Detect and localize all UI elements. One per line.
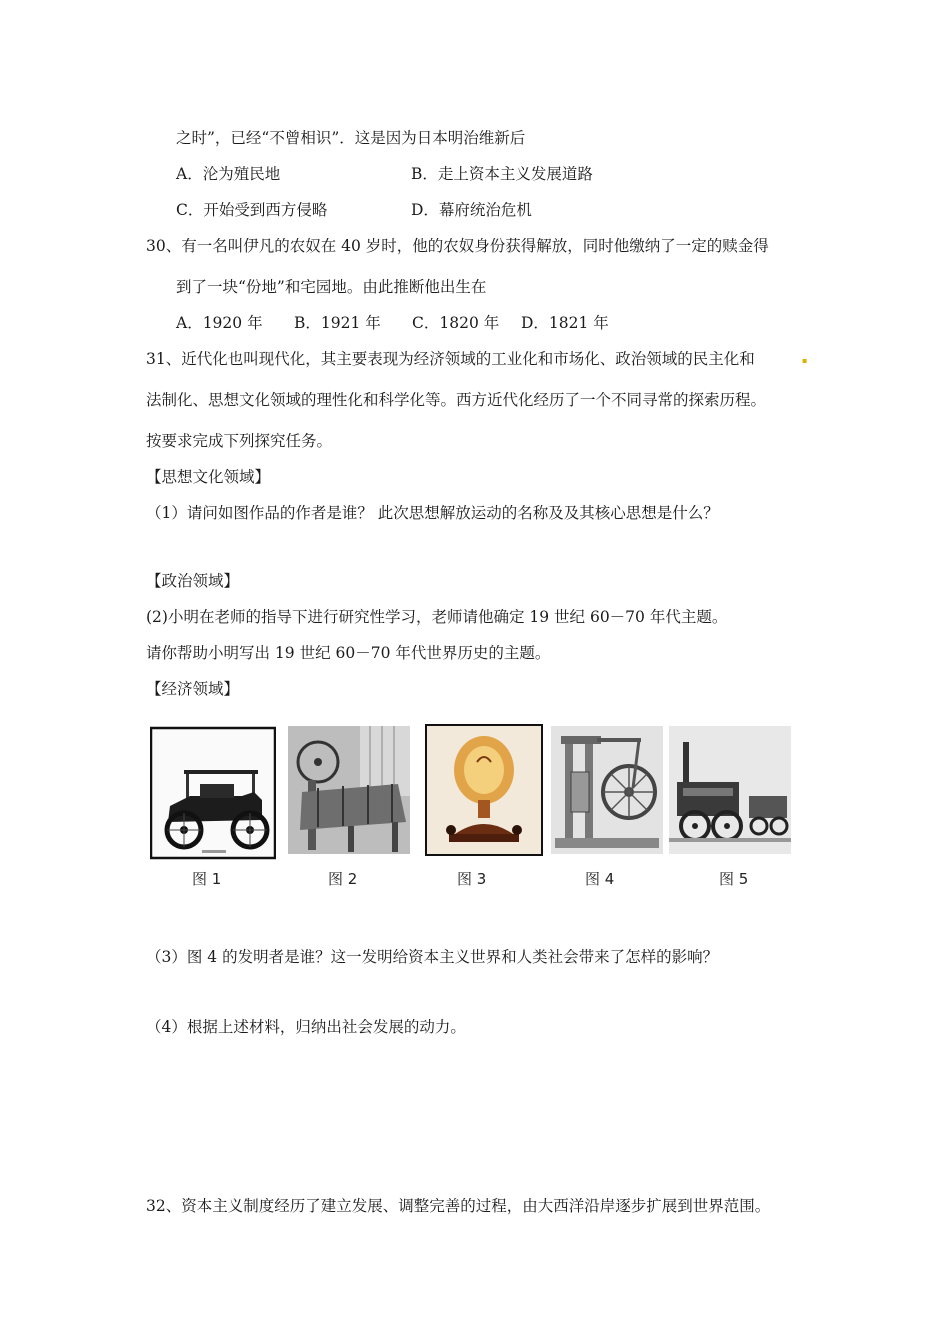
- q29-option-b: B．走上资本主义发展道路: [411, 165, 593, 183]
- figure-1-car-image: [150, 722, 276, 888]
- q31-sub1: （1）请问如图作品的作者是谁？ 此次思想解放运动的名称及及其核心思想是什么？: [146, 504, 719, 522]
- q30-option-b: B．1921 年: [294, 314, 381, 332]
- figure-5-locomotive-image: [669, 722, 791, 888]
- q29-option-d: D．幕府统治危机: [411, 201, 532, 219]
- figure-3-light-bulb-image: [425, 722, 543, 888]
- q29-stem-continuation: 之时”，已经“不曾相识”．这是因为日本明治维新后: [176, 129, 526, 147]
- section-culture-heading: 【思想文化领域】: [146, 468, 271, 486]
- highlight-mark-icon: ▪: [802, 356, 808, 365]
- q31-intro-line2: 法制化、思想文化领域的理性化和科学化等。西方近代化经历了一个不同寻常的探索历程。: [146, 391, 767, 409]
- q30-stem-line2: 到了一块“份地”和宅园地。由此推断他出生在: [176, 278, 487, 296]
- q31-sub2-line2: 请你帮助小明写出 19 世纪 60－70 年代世界历史的主题。: [146, 644, 551, 662]
- figure-4-label: 图 4: [585, 870, 615, 888]
- q31-intro-line1: 31、近代化也叫现代化，其主要表现为经济领域的工业化和市场化、政治领域的民主化和: [146, 350, 755, 368]
- figure-1-label: 图 1: [192, 870, 222, 888]
- q32-stem: 32、资本主义制度经历了建立发展、调整完善的过程，由大西洋沿岸逐步扩展到世界范围。: [146, 1197, 771, 1215]
- q31-sub3: （3）图 4 的发明者是谁？这一发明给资本主义世界和人类社会带来了怎样的影响？: [146, 948, 719, 966]
- q29-option-c: C．开始受到西方侵略: [176, 201, 328, 219]
- q30-stem-line1: 30、有一名叫伊凡的农奴在 40 岁时，他的农奴身份获得解放，同时他缴纳了一定的赎金得: [146, 237, 769, 255]
- q31-intro-line3: 按要求完成下列探究任务。: [146, 432, 333, 450]
- q30-option-d: D．1821 年: [521, 314, 609, 332]
- figure-4-steam-engine-image: [551, 722, 663, 888]
- figure-2-spinning-machine-image: [288, 722, 410, 888]
- invention-figures-row: [146, 722, 791, 890]
- q30-option-c: C．1820 年: [412, 314, 500, 332]
- figure-3-label: 图 3: [457, 870, 487, 888]
- figure-5-label: 图 5: [719, 870, 749, 888]
- section-politics-heading: 【政治领域】: [146, 572, 240, 590]
- figure-2-label: 图 2: [328, 870, 358, 888]
- q31-sub2-line1: (2)小明在老师的指导下进行研究性学习，老师请他确定 19 世纪 60－70 年代主题。: [146, 608, 728, 626]
- q31-sub4: （4）根据上述材料，归纳出社会发展的动力。: [146, 1018, 466, 1036]
- section-economy-heading: 【经济领域】: [146, 680, 240, 698]
- q30-option-a: A．1920 年: [176, 314, 263, 332]
- q29-option-a: A．沦为殖民地: [176, 165, 281, 183]
